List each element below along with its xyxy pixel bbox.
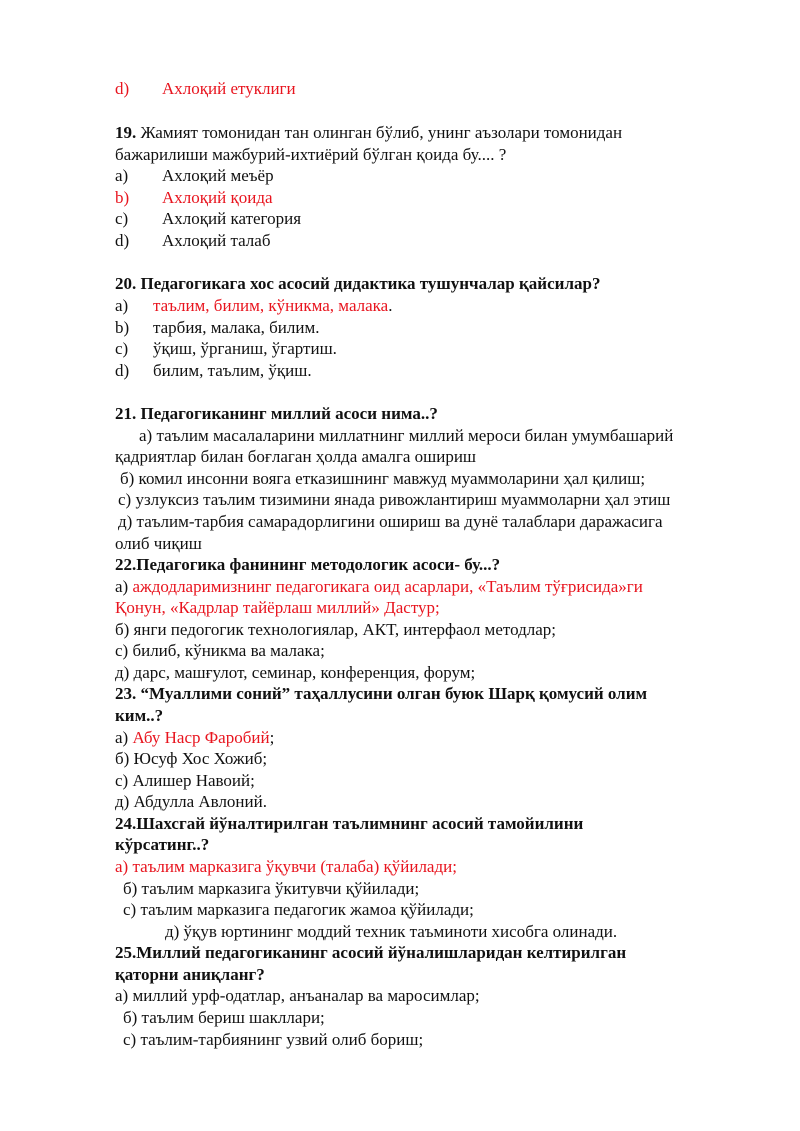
q20-option-b — [115, 318, 320, 338]
q22-option-c: с) билиб, кўникма ва малака; — [115, 641, 325, 660]
q25-option-a: а) миллий урф-одатлар, анъаналар ва маросимлар; — [115, 986, 480, 1005]
option-text: Ахлоқий меъёр — [162, 166, 274, 185]
q24-option-c: с) таълим марказига педагогик жамоа қўйилади; — [123, 900, 474, 919]
q19-question-line1 — [115, 123, 622, 143]
option-text: билим, таълим, ўқиш. — [153, 361, 312, 380]
q20-option-a — [115, 296, 393, 316]
option-text: Ахлоқий категория — [162, 209, 302, 228]
q19-option-d — [115, 231, 271, 251]
option-text: Ахлоқий қоида — [162, 188, 273, 207]
option-label: d) — [115, 79, 130, 98]
q23-title-line1: 23. “Муаллими соний” таҳаллусини олган буюк Шарқ қомусий олим — [115, 684, 648, 703]
option-label: c) — [115, 209, 129, 228]
option-label: b) — [115, 188, 130, 207]
q25-title-line2: қаторни аниқланг? — [115, 965, 265, 984]
q24-option-b: б) таълим марказига ўкитувчи қўйилади; — [123, 879, 420, 898]
q21-option-c: с) узлуксиз таълим тизимини янада ривожлантириш муаммоларни ҳал этиш — [118, 490, 671, 509]
q18-option-d — [115, 79, 296, 99]
option-text: Ахлоқий талаб — [162, 231, 271, 250]
q23-option-d: д) Абдулла Авлоний. — [115, 792, 267, 811]
q23-option-a — [115, 728, 274, 748]
q19-option-b — [115, 188, 273, 208]
option-label: b) — [115, 318, 130, 337]
q20-title: 20. Педагогикага хос асосий дидактика тушунчалар қайсилар? — [115, 274, 601, 293]
q21-option-d-line1: д) таълим-тарбия самарадорлигини ошириш ва дунё талаблари даражасига — [118, 512, 663, 531]
option-label: d) — [115, 361, 130, 380]
q22-option-a-line2: Қонун, «Кадрлар тайёрлаш миллий» Дастур; — [115, 598, 440, 617]
q23-option-c: с) Алишер Навоий; — [115, 771, 255, 790]
q25-option-b: б) таълим бериш шакллари; — [123, 1008, 325, 1027]
option-text: таълим, билим, кўникма, малака — [153, 296, 389, 315]
q21-option-d-line2: олиб чиқиш — [115, 534, 202, 553]
option-label: d) — [115, 231, 130, 250]
q19-option-c — [115, 209, 302, 229]
option-label: а) — [115, 728, 133, 747]
q24-option-d: д) ўқув юртининг моддий техник таъминоти хисобга олинади. — [165, 922, 618, 941]
q25-title-line1: 25.Миллий педагогиканинг асосий йўналишларидан келтирилган — [115, 943, 627, 962]
option-text: ўқиш, ўрганиш, ўгартиш. — [153, 339, 337, 358]
option-text: аждодларимизнинг педагогикага оид асарлари, «Таълим тўғрисида»ги — [132, 577, 643, 596]
q22-option-a-line1 — [115, 577, 643, 597]
option-text: тарбия, малака, билим. — [153, 318, 320, 337]
q24-title-line2: кўрсатинг..? — [115, 835, 210, 854]
q22-title: 22.Педагогика фанининг методологик асоси- бу...? — [115, 555, 501, 574]
option-suffix: ; — [269, 728, 275, 747]
q21-option-a-line2: қадриятлар билан боғлаган ҳолда амалга ошириш — [115, 447, 477, 466]
option-text: Ахлоқий етуклиги — [162, 79, 296, 98]
q19-question-line2: бажарилиши мажбурий-ихтиёрий бўлган қоида бу.... ? — [115, 145, 507, 164]
q19-option-a — [115, 166, 274, 186]
option-text: Абу Наср Фаробий — [132, 728, 270, 747]
q19-text: Жамият томонидан тан олинган бўлиб, унинг аъзолари томонидан — [136, 123, 623, 142]
q19-number: 19. — [115, 123, 137, 142]
q20-option-d — [115, 361, 312, 381]
q24-option-a: а) таълим марказига ўқувчи (талаба) қўйилади; — [115, 857, 457, 876]
option-suffix: . — [388, 296, 393, 315]
option-label: а) — [115, 577, 133, 596]
q25-option-c: с) таълим-тарбиянинг узвий олиб бориш; — [123, 1030, 424, 1049]
option-label: a) — [115, 166, 129, 185]
q21-option-a-line1: а) таълим масалаларини миллатнинг миллий мероси билан умумбашарий — [139, 426, 674, 445]
q24-title-line1: 24.Шахсгай йўналтирилган таълимнинг асосий тамойилини — [115, 814, 584, 833]
q21-option-b: б) комил инсонни вояга етказишнинг мавжуд муаммоларини ҳал қилиш; — [120, 469, 646, 488]
q22-option-d: д) дарс, машғулот, семинар, конференция, форум; — [115, 663, 476, 682]
option-label: a) — [115, 296, 129, 315]
q21-title: 21. Педагогиканинг миллий асоси нима..? — [115, 404, 438, 423]
q20-option-c — [115, 339, 337, 359]
q23-option-b: б) Юсуф Хос Хожиб; — [115, 749, 268, 768]
option-label: c) — [115, 339, 129, 358]
q22-option-b: б) янги педогогик технологиялар, АКТ, интерфаол методлар; — [115, 620, 556, 639]
q23-title-line2: ким..? — [115, 706, 164, 725]
